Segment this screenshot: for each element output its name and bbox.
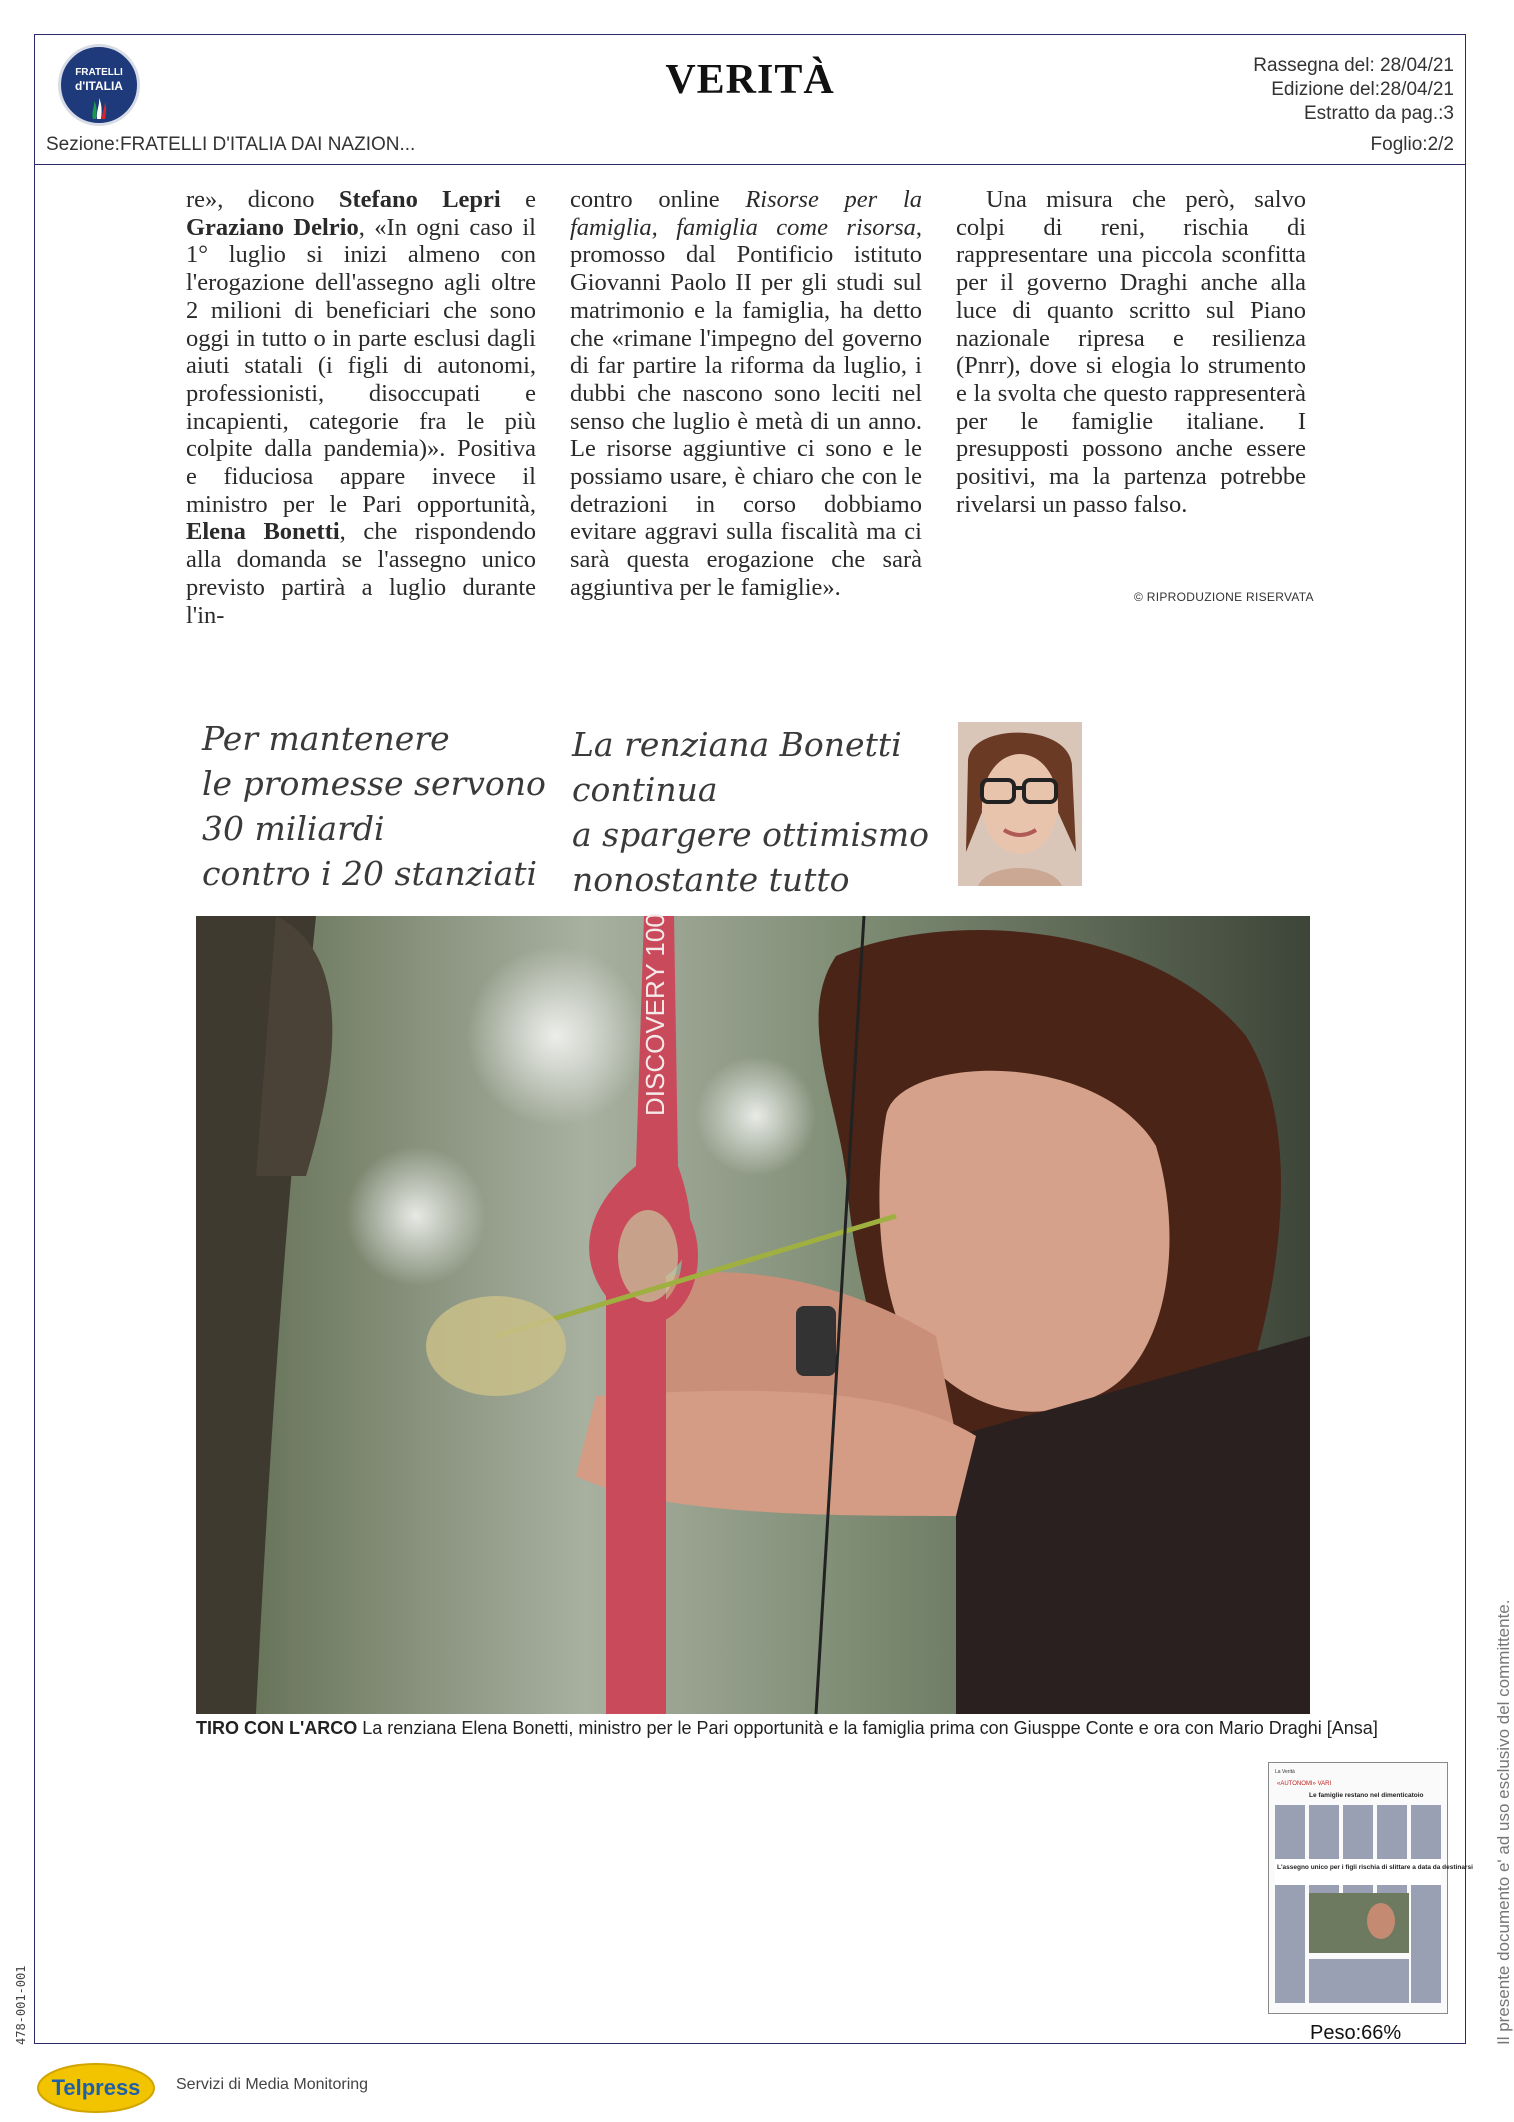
sheet-number: Foglio:2/2 [1370,134,1454,155]
person-name: Stefano Lepri [338,186,501,213]
section-label: Sezione:FRATELLI D'ITALIA DAI NAZION... [46,134,416,155]
article-column-1 [186,186,536,629]
newspaper-masthead: VERITÀ [665,57,835,103]
text-run: , «In ogni caso il 1° luglio si inizi almeno con l'erogazione dell'assegno agli oltre 2 milioni di beneficiari che sono oggi in tutto o in parte esclusi dagli aiuti statali (i figli di autonomi, professionisti, disoccupati e incapienti, categorie fra le più colpite dalla pandemia)». Positiva e fiduciosa appare invece il ministro per le Pari opportunità, [186,213,536,518]
document-code: 478-001-001 [14,1965,28,2045]
person-name: Elena Bonetti [186,518,340,546]
text-run: e [500,186,536,213]
disclaimer-vertical: Il presente documento e' ad uso esclusivo del committente. [1494,1599,1513,2045]
column-3-text: Una misura che però, salvo colpi di reni, rischia di rappresentare una piccola sconfitta per il governo Draghi anche alla luce di quanto scritto sul Piano nazionale ripresa e resilienza (Pnrr), dove si elogia lo strumento e la svolta che questo rappresenterà per le famiglie italiane. I presupposti possono anche essere positivi, ma la partenza potrebbe rivelarsi un passo falso. [956,186,1306,518]
text-run: , promosso dal Pontificio istituto Giovanni Paolo II per gli studi sul matrimonio e la famiglia, ha detto che «rimane l'impegno del governo di far partire la riforma da luglio, i dubbi che nascono sono leciti nel senso che luglio è metà di un anno. Le risorse aggiuntive ci sono e le possiamo usare, è chiaro che con le detrazioni in corso dobbiamo evitare aggravi sulla fiscalità ma ci sarà questa erogazione che sarà aggiuntiva per le famiglie». [570,213,922,601]
archery-photo [196,913,1310,1714]
article-column-2 [570,186,922,602]
edizione-date: Edizione del:28/04/21 [1271,79,1454,100]
copyright-notice: © RIPRODUZIONE RISERVATA [1134,590,1314,604]
thumb-headline-2: L'assegno unico per i figli rischia di slittare a data da destinarsi [1277,1864,1473,1871]
photo-caption [196,1718,1378,1739]
page-thumbnail [1268,1762,1473,2014]
article-column-3 [956,186,1306,518]
thumb-kicker: «AUTONOMI» VARI [1277,1781,1332,1787]
weight-label: Peso:66% [1310,2022,1402,2044]
column-1-text [186,186,536,629]
logo-text-top: FRATELLI [75,67,123,78]
column-2-text [570,186,922,602]
fratelli-italia-logo [58,44,140,126]
press-review-info [1253,54,1454,126]
telpress-logo [36,2062,156,2114]
thumb-headline-1: Le famiglie restano nel dimenticatoio [1309,1792,1424,1799]
telpress-wordmark: Telpress [51,2075,141,2100]
caption-label: TIRO CON L'ARCO [196,1718,358,1738]
logo-text-bottom: d'ITALIA [75,79,123,93]
bow-brand-text: DISCOVERY 100 [640,913,670,1116]
svg-text:La Verità: La Verità [1275,1769,1295,1775]
person-name: Graziano Delrio [186,213,359,241]
event-title: Risorse per la famiglia, famiglia come risorsa [570,186,923,241]
footer-services: Servizi di Media Monitoring [176,2076,369,2093]
text-run: contro online [570,186,746,213]
caption-text: La renziana Elena Bonetti, ministro per le Pari opportunità e la famiglia prima con Giusppe Conte e ora con Mario Draghi [Ansa] [357,1718,1378,1738]
text-run: , che rispondendo alla domanda se l'assegno unico previsto partirà a luglio durante l'in- [186,518,536,629]
tricolor-flame-icon [89,97,109,119]
pullquote-left: Per mantenere le promesse servono 30 miliardi contro i 20 stanziati [202,719,546,893]
rassegna-date: Rassegna del: 28/04/21 [1253,55,1454,76]
text-run: re», dicono [186,186,339,213]
header-divider [34,164,1466,165]
pullquote-right: La renziana Bonetti continua a spargere ottimismo nonostante tutto [572,725,930,899]
bonetti-portrait-photo [958,722,1082,886]
estratto-page: Estratto da pag.:3 [1304,103,1454,124]
